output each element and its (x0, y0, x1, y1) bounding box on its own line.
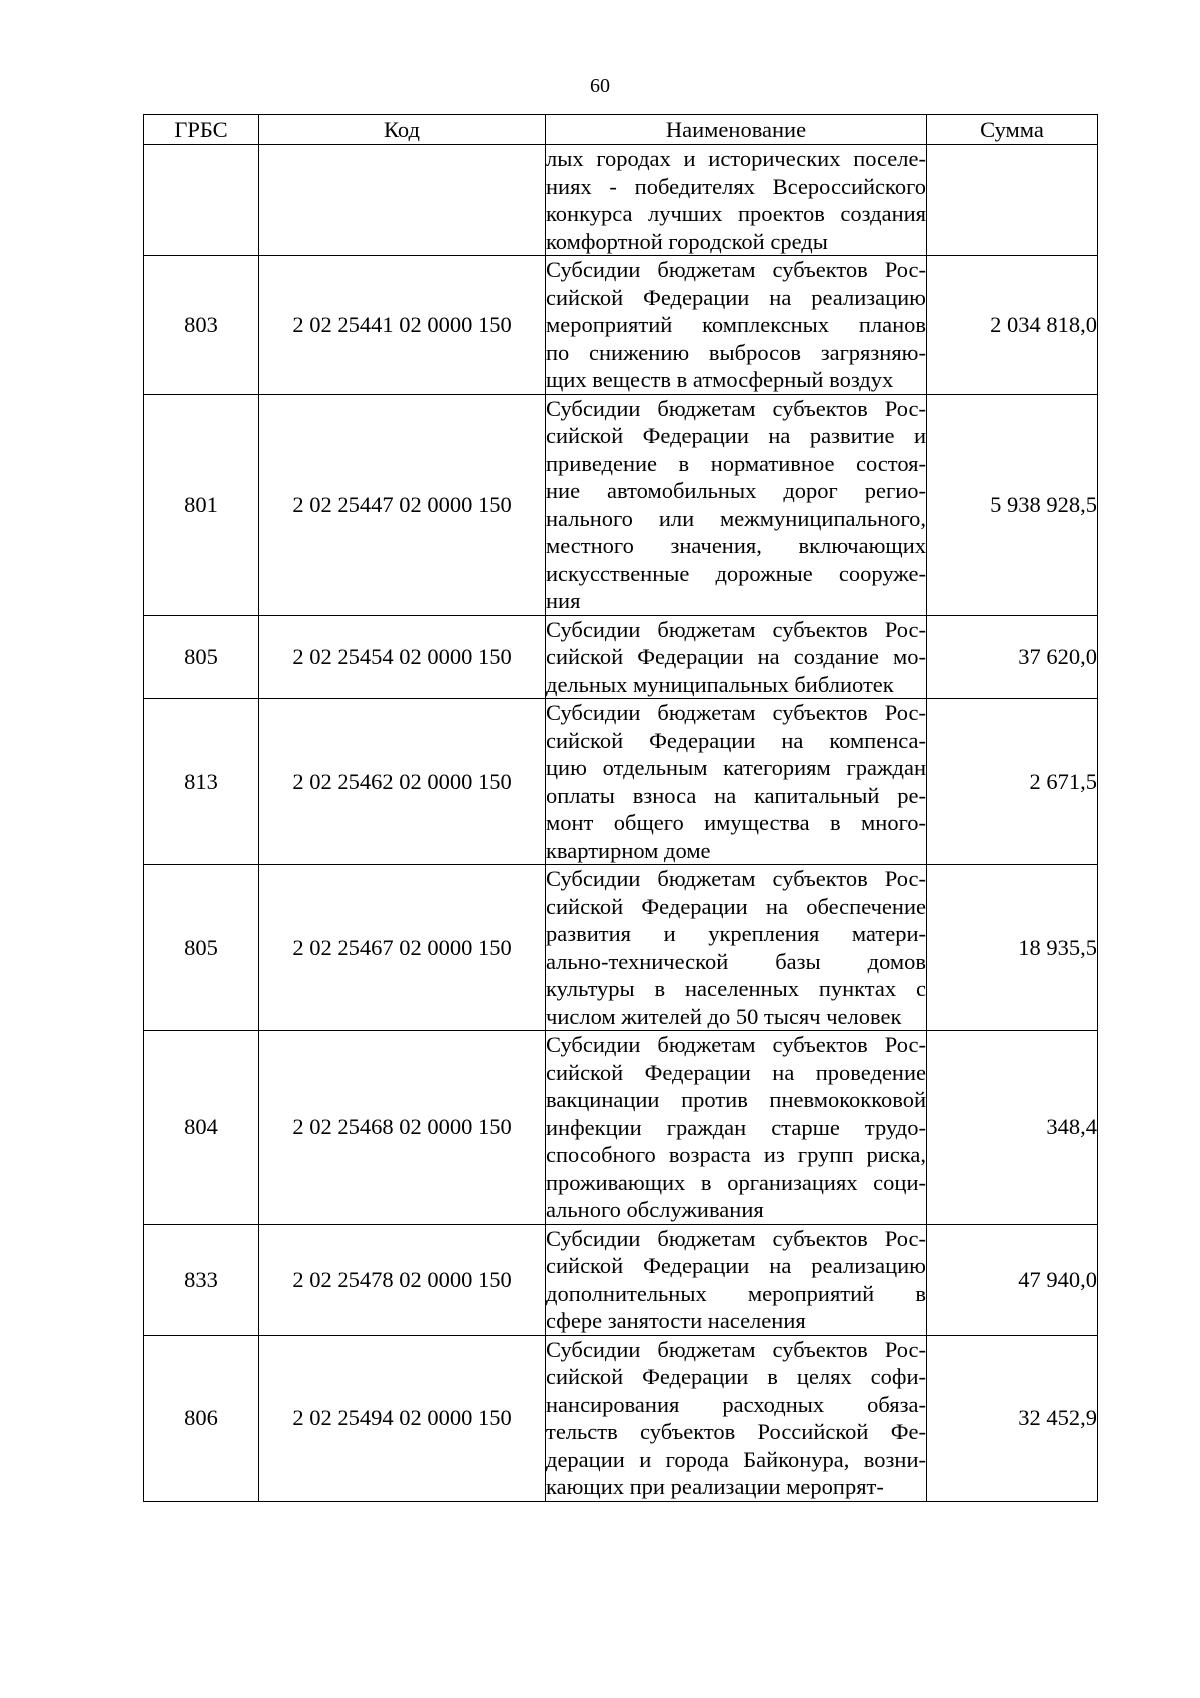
table-row (144, 394, 1098, 615)
cell-sum: 2 034 818,0 (927, 256, 1098, 395)
cell-code: 2 02 25441 02 0000 150 (259, 256, 546, 395)
name-line: Субсидии бюджетам субъектов Рос- (546, 257, 926, 282)
name-line: Субсидии бюджетам субъектов Рос- (546, 1225, 926, 1251)
header-grbs: ГРБС (144, 115, 259, 145)
name-line: сийской Федерации на проведение (546, 1059, 926, 1085)
table-row (144, 145, 1098, 256)
name-line: лых городах и исторических поселе- (546, 146, 926, 171)
name-line: кающих при реализации меропрят- (546, 1474, 884, 1499)
cell-sum: 32 452,9 (927, 1335, 1098, 1501)
name-line: конкурса лучших проектов создания (546, 201, 926, 226)
cell-name (546, 1335, 927, 1501)
name-line: комфортной городской среды (546, 228, 828, 254)
name-line: инфекции граждан старше трудо- (546, 1114, 926, 1140)
table-row (144, 256, 1098, 395)
cell-code: 2 02 25468 02 0000 150 (259, 1031, 546, 1225)
table-row (144, 1335, 1098, 1501)
cell-name (546, 256, 927, 395)
cell-name (546, 699, 927, 865)
cell-grbs: 801 (144, 394, 259, 615)
name-line: оплаты взноса на капитальный ре- (546, 782, 926, 808)
cell-name (546, 615, 927, 699)
header-sum: Сумма (927, 115, 1098, 145)
cell-code: 2 02 25454 02 0000 150 (259, 615, 546, 699)
table-row (144, 699, 1098, 865)
header-code: Код (259, 115, 546, 145)
name-line: ния (546, 588, 581, 613)
cell-code: 2 02 25467 02 0000 150 (259, 865, 546, 1031)
cell-grbs: 804 (144, 1031, 259, 1225)
cell-sum: 18 935,5 (927, 865, 1098, 1031)
name-line: тельств субъектов Российской Фе- (546, 1419, 926, 1444)
name-line: сфере занятости населения (546, 1308, 806, 1333)
cell-grbs: 833 (144, 1224, 259, 1335)
cell-name (546, 1031, 927, 1225)
cell-sum: 2 671,5 (927, 699, 1098, 865)
table-row (144, 1031, 1098, 1225)
name-line: приведение в нормативное состоя- (546, 450, 926, 476)
name-line: дерации и города Байконура, возни- (546, 1446, 926, 1472)
cell-sum: 37 620,0 (927, 615, 1098, 699)
name-line: развития и укрепления матери- (546, 921, 926, 946)
budget-table (143, 114, 1098, 1502)
table-body (144, 145, 1098, 1502)
name-line: проживающих в организациях соци- (546, 1169, 926, 1195)
name-line: сийской Федерации на развитие и (546, 423, 926, 448)
name-line: нального или межмуниципального, (546, 505, 926, 531)
name-line: числом жителей до 50 тысяч человек (546, 1003, 902, 1029)
name-line: ального обслуживания (546, 1197, 764, 1222)
name-line: сийской Федерации на компенса- (546, 727, 926, 753)
name-line: по снижению выбросов загрязняю- (546, 339, 926, 365)
name-line: дополнительных мероприятий в (546, 1280, 926, 1306)
name-line: Субсидии бюджетам субъектов Рос- (546, 866, 926, 891)
cell-code: 2 02 25478 02 0000 150 (259, 1224, 546, 1335)
name-line: сийской Федерации на реализацию (546, 284, 926, 310)
name-line: Субсидии бюджетам субъектов Рос- (546, 395, 926, 421)
name-line: местного значения, включающих (546, 533, 926, 558)
cell-grbs: 806 (144, 1335, 259, 1501)
name-line: нансирования расходных обяза- (546, 1391, 926, 1417)
table-header (144, 115, 1098, 145)
name-line: Субсидии бюджетам субъектов Рос- (546, 1336, 926, 1362)
cell-code (259, 145, 546, 256)
header-row (144, 115, 1098, 145)
name-line: сийской Федерации на создание мо- (546, 644, 926, 669)
cell-sum: 5 938 928,5 (927, 394, 1098, 615)
header-name: Наименование (546, 115, 927, 145)
page-number: 60 (590, 75, 610, 97)
cell-sum: 47 940,0 (927, 1224, 1098, 1335)
name-line: квартирном доме (546, 837, 711, 863)
name-line: Субсидии бюджетам субъектов Рос- (546, 616, 926, 642)
cell-grbs: 803 (144, 256, 259, 395)
cell-name (546, 865, 927, 1031)
name-line: щих веществ в атмосферный воздух (546, 367, 894, 392)
cell-name (546, 394, 927, 615)
cell-grbs: 805 (144, 615, 259, 699)
name-line: сийской Федерации на обеспечение (546, 893, 926, 919)
name-line: ально-технической базы домов (546, 948, 926, 974)
cell-name (546, 1224, 927, 1335)
cell-sum: 348,4 (927, 1031, 1098, 1225)
cell-sum (927, 145, 1098, 256)
name-line: Субсидии бюджетам субъектов Рос- (546, 1032, 926, 1057)
name-line: монт общего имущества в много- (546, 810, 926, 835)
name-line: сийской Федерации в целях софи- (546, 1364, 926, 1389)
name-line: цию отдельным категориям граждан (546, 755, 926, 780)
cell-code: 2 02 25462 02 0000 150 (259, 699, 546, 865)
table-row (144, 1224, 1098, 1335)
table-row (144, 865, 1098, 1031)
cell-name (546, 145, 927, 256)
name-line: дельных муниципальных библиотек (546, 671, 894, 697)
name-line: вакцинации против пневмококковой (546, 1087, 926, 1112)
cell-code: 2 02 25494 02 0000 150 (259, 1335, 546, 1501)
cell-code: 2 02 25447 02 0000 150 (259, 394, 546, 615)
cell-grbs: 813 (144, 699, 259, 865)
name-line: культуры в населенных пунктах с (546, 976, 926, 1001)
name-line: способного возраста из групп риска, (546, 1142, 926, 1167)
name-line: ние автомобильных дорог регио- (546, 478, 926, 503)
name-line: ниях - победителях Всероссийского (546, 173, 926, 199)
cell-grbs: 805 (144, 865, 259, 1031)
cell-grbs (144, 145, 259, 256)
name-line: мероприятий комплексных планов (546, 312, 926, 337)
table-row (144, 615, 1098, 699)
name-line: искусственные дорожные сооруже- (546, 560, 926, 586)
name-line: сийской Федерации на реализацию (546, 1253, 926, 1278)
name-line: Субсидии бюджетам субъектов Рос- (546, 700, 926, 725)
